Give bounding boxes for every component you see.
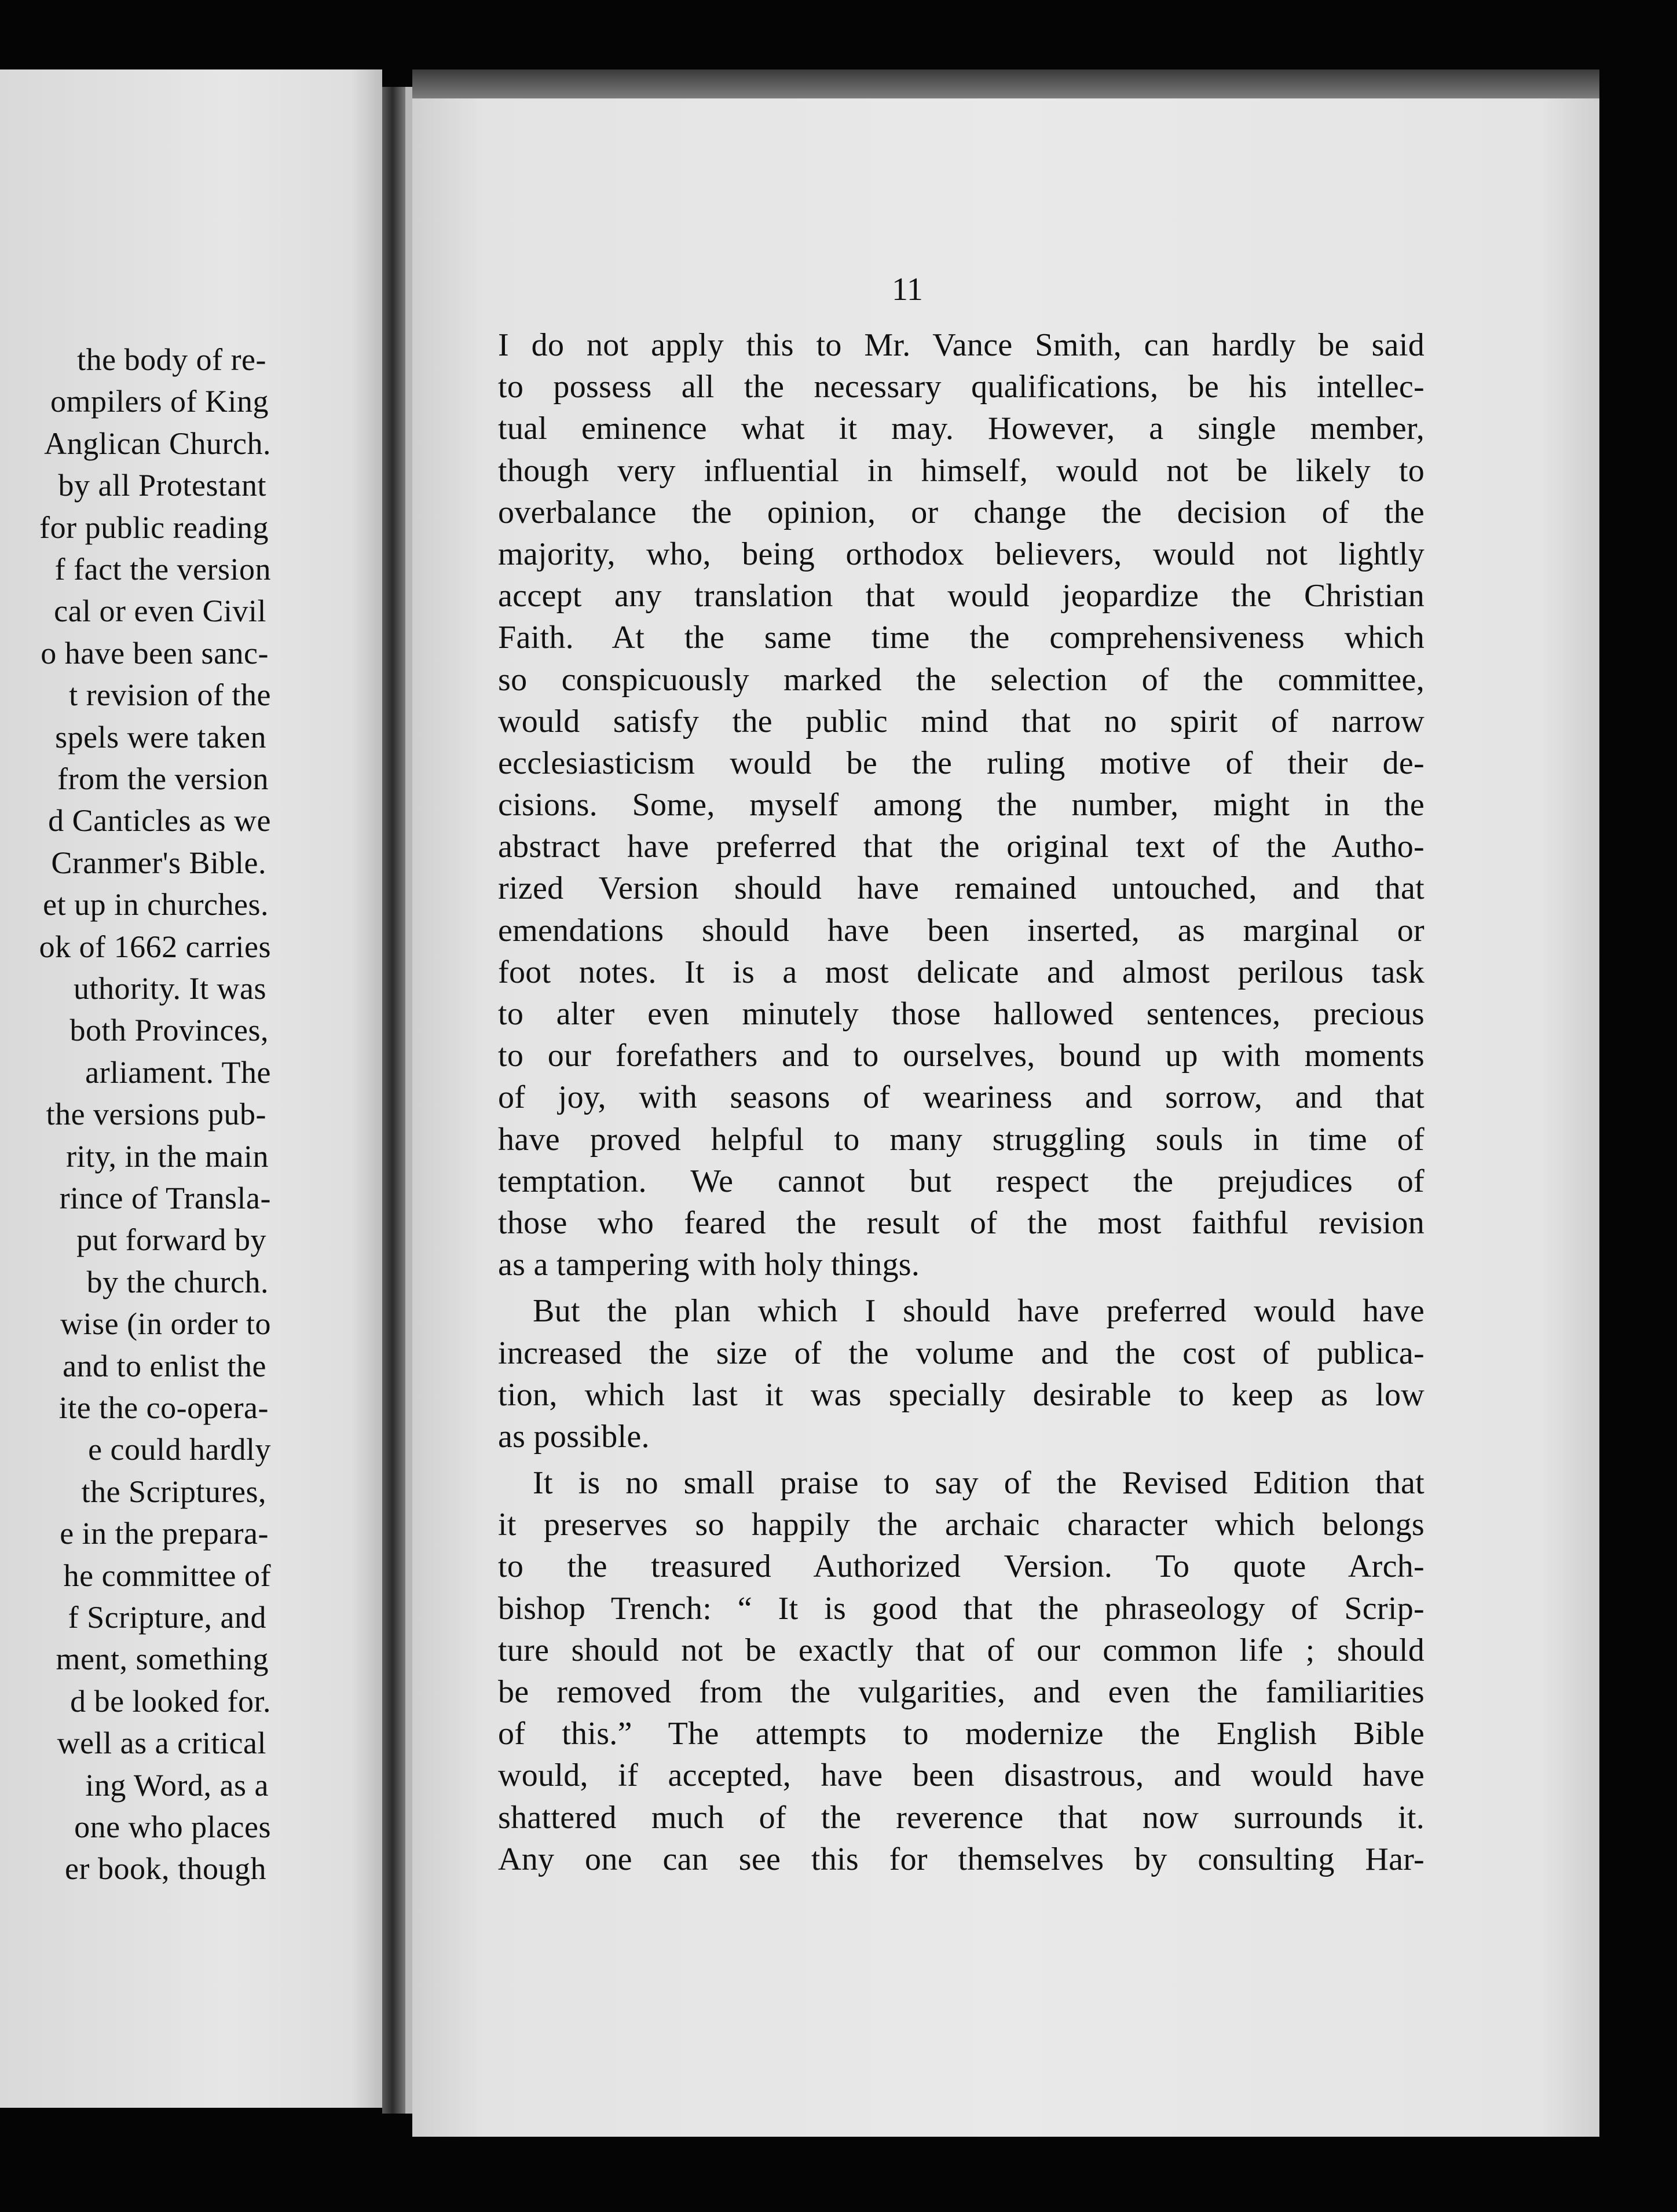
left-page-line: d Canticles as we <box>48 803 271 838</box>
left-page-line: Cranmer's Bible. <box>51 845 266 880</box>
left-page-line: both Provinces, <box>69 1013 269 1048</box>
text-line: to alter even minutely those hallowed sentences, precious <box>498 996 1425 1032</box>
text-line: abstract have preferred that the original text of the Autho- <box>498 829 1425 865</box>
left-page-line: uthority. It was <box>74 971 266 1006</box>
paragraph <box>498 324 1425 1286</box>
left-page-line: from the version <box>57 761 269 796</box>
text-line: tual eminence what it may. However, a single member, <box>498 411 1425 447</box>
left-page-line: by the church. <box>86 1264 269 1299</box>
text-line: overbalance the opinion, or change the decision of the <box>498 494 1425 530</box>
left-page-line: and to enlist the <box>63 1348 266 1383</box>
text-line: majority, who, being orthodox believers, would not lightly <box>498 536 1425 572</box>
text-line: to our forefathers and to ourselves, bound up with moments <box>498 1038 1425 1074</box>
paragraph <box>498 1290 1425 1457</box>
text-line: foot notes. It is a most delicate and almost perilous task <box>498 954 1425 990</box>
left-page-line: t revision of the <box>69 677 271 713</box>
text-line: shattered much of the reverence that now surrounds it. <box>498 1799 1425 1836</box>
text-line: to possess all the necessary qualifications, be his intellec- <box>498 369 1425 405</box>
left-page-line: ing Word, as a <box>85 1767 269 1803</box>
text-line: would satisfy the public mind that no spirit of narrow <box>498 703 1425 739</box>
left-page-line: one who places <box>74 1810 271 1844</box>
left-page-line: f fact the version <box>54 552 271 587</box>
left-page-line: f Scripture, and <box>68 1600 266 1635</box>
text-line: I do not apply this to Mr. Vance Smith, can hardly be said <box>498 327 1425 363</box>
paragraph <box>498 1462 1425 1880</box>
left-page-line: arliament. The <box>85 1054 271 1090</box>
text-line: accept any translation that would jeopardize the Christian <box>498 578 1425 614</box>
left-page <box>0 69 382 2108</box>
text-line: though very influential in himself, would not be likely to <box>498 452 1425 489</box>
text-line: increased the size of the volume and the cost of publica- <box>498 1335 1425 1371</box>
text-line: ecclesiasticism would be the ruling motive of their de- <box>498 745 1425 781</box>
left-page-line: ite the co-opera- <box>58 1390 269 1425</box>
text-line: emendations should have been inserted, as marginal or <box>498 912 1425 948</box>
left-page-line: put forward by <box>76 1222 266 1258</box>
left-page-line: ment, something <box>56 1642 269 1677</box>
left-page-line: wise (in order to <box>60 1306 271 1342</box>
text-line: of joy, with seasons of weariness and sorrow, and that <box>498 1079 1425 1116</box>
left-page-line: rince of Transla- <box>59 1181 271 1215</box>
left-page-line: ok of 1662 carries <box>39 929 271 964</box>
left-page-line: well as a critical <box>57 1726 266 1761</box>
left-page-line: o have been sanc- <box>41 635 269 671</box>
text-line: it preserves so happily the archaic character which belongs <box>498 1507 1425 1543</box>
text-line: bishop Trench: “ It is good that the phraseology of Scrip- <box>498 1590 1425 1627</box>
left-page-line: er book, though <box>65 1851 266 1887</box>
text-line: It is no small praise to say of the Revised Edition that <box>533 1465 1425 1501</box>
text-line: as possible. <box>498 1418 650 1455</box>
left-page-line: the Scriptures, <box>81 1474 266 1509</box>
left-page-line: the versions pub- <box>46 1097 266 1132</box>
book-gutter <box>382 87 405 2114</box>
text-line: cisions. Some, myself among the number, might in the <box>498 787 1425 823</box>
left-page-line: for public reading <box>39 510 269 545</box>
left-page-line: he committee of <box>63 1558 271 1593</box>
text-line: Any one can see this for themselves by consulting Har- <box>498 1841 1425 1877</box>
left-page-line: spels were taken <box>55 719 266 755</box>
text-line: ture should not be exactly that of our common life ; should <box>498 1632 1425 1668</box>
text-line: But the plan which I should have preferred would have <box>533 1293 1425 1330</box>
text-line: have proved helpful to many struggling souls in time of <box>498 1121 1425 1158</box>
page-number: 11 <box>892 272 923 307</box>
left-page-line: rity, in the main <box>66 1138 269 1174</box>
left-page-line: et up in churches. <box>43 887 269 922</box>
left-page-line: Anglican Church. <box>44 426 271 461</box>
left-page-line: e in the prepara- <box>60 1516 269 1551</box>
text-line: to the treasured Authorized Version. To quote Arch- <box>498 1548 1425 1585</box>
text-line: Faith. At the same time the comprehensiveness which <box>498 620 1425 656</box>
text-line: temptation. We cannot but respect the prejudices of <box>498 1163 1425 1199</box>
right-page-body-text <box>498 324 1425 1880</box>
text-line: so conspicuously marked the selection of the committee, <box>498 661 1425 698</box>
left-page-line: cal or even Civil <box>54 594 266 629</box>
text-line: as a tampering with holy things. <box>498 1247 920 1283</box>
text-line: rized Version should have remained untouched, and that <box>498 870 1425 907</box>
text-line: those who feared the result of the most faithful revision <box>498 1204 1425 1241</box>
left-page-line: d be looked for. <box>70 1683 271 1719</box>
text-line: tion, which last it was specially desirable to keep as low <box>498 1376 1425 1413</box>
left-page-line: ompilers of King <box>50 384 269 419</box>
text-line: be removed from the vulgarities, and even the familiarities <box>498 1674 1425 1710</box>
text-line: would, if accepted, have been disastrous, and would have <box>498 1757 1425 1794</box>
left-page-line: the body of re- <box>77 342 266 377</box>
text-line: of this.” The attempts to modernize the English Bible <box>498 1716 1425 1752</box>
left-page-line: e could hardly <box>88 1432 271 1467</box>
left-page-line: by all Protestant <box>58 468 266 503</box>
